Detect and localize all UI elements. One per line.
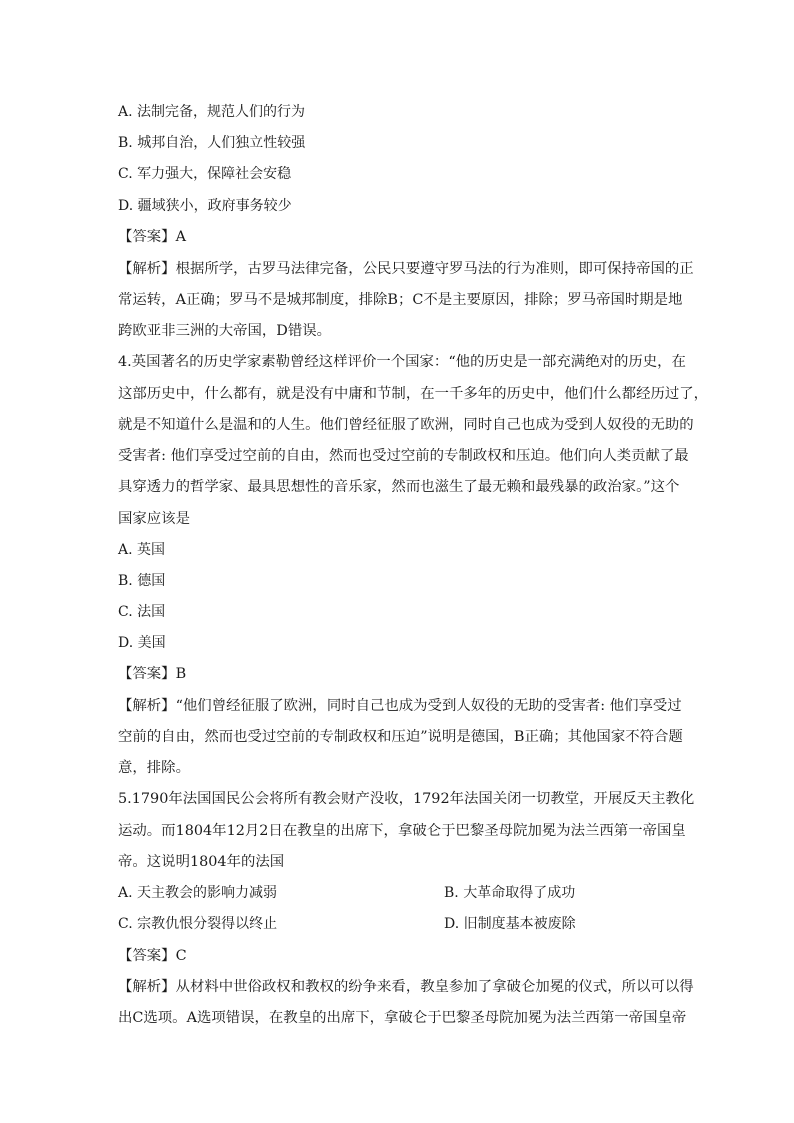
q3-answer: 【答案】A [118,229,186,245]
q4-stem-line: 具穿透力的哲学家、最具思想性的音乐家，然而也滋生了最无赖和最残暴的政治家。”这个 [118,479,680,495]
q4-answer: 【答案】B [118,666,187,682]
q4-stem-line: 就是不知道什么是温和的人生。他们曾经征服了欧洲，同时自己也成为受到人奴役的无助的 [118,417,694,433]
q4-option-c: C. 法国 [118,604,166,620]
q4-stem-line: 这部历史中，什么都有，就是没有中庸和节制，在一千多年的历史中，他们什么都经历过了， [118,386,709,402]
q5-stem-line: 5.1790年法国国民公会将所有教会财产没收，1792年法国关闭一切教堂，开展反天主教化 [118,791,695,807]
q5-stem-line: 帝。这说明1804年的法国 [118,854,285,870]
q3-option-d: D. 疆域狭小，政府事务较少 [118,198,292,214]
q4-stem-line: 受害者: 他们享受过空前的自由，然而也受过空前的专制政权和压迫。他们向人类贡献了最 [118,448,689,464]
q5-option-a: A. 天主教会的影响力减弱 [118,885,278,901]
q3-analysis-line: 【解析】根据所学，古罗马法律完备，公民只要遵守罗马法的行为准则，即可保持帝国的正 [118,261,694,277]
q4-analysis-line: 空前的自由，然而也受过空前的专制政权和压迫”说明是德国，B正确；其他国家不符合题 [118,729,683,745]
q4-option-d: D. 美国 [118,635,166,651]
q3-analysis-line: 跨欧亚非三洲的大帝国，D错误。 [118,323,332,339]
q4-analysis-line: 【解析】“他们曾经征服了欧洲，同时自己也成为受到人奴役的无助的受害者: 他们享受过 [118,698,682,714]
q3-analysis-line: 常运转，A正确；罗马不是城邦制度，排除B；C不是主要原因，排除；罗马帝国时期是地 [118,292,683,308]
q5-option-c: C. 宗教仇恨分裂得以终止 [118,916,278,932]
q5-stem-line: 运动。而1804年12月2日在教皇的出席下，拿破仑于巴黎圣母院加冕为法兰西第一帝国皇 [118,823,686,839]
q4-option-b: B. 德国 [118,573,166,589]
q3-option-c: C. 军力强大，保障社会安稳 [118,166,292,182]
q4-analysis-line: 意，排除。 [118,760,190,776]
q5-answer: 【答案】C [118,948,187,964]
q3-option-b: B. 城邦自治，人们独立性较强 [118,135,306,151]
q4-stem-line: 4.英国著名的历史学家素勒曾经这样评价一个国家：“他的历史是一部充满绝对的历史，在 [118,354,686,370]
q4-option-a: A. 英国 [118,542,166,558]
q5-analysis-line: 出C选项。A选项错误，在教皇的出席下，拿破仑于巴黎圣母院加冕为法兰西第一帝国皇帝 [118,1010,687,1026]
q5-option-b: B. 大革命取得了成功 [444,885,576,901]
q5-analysis-line: 【解析】从材料中世俗政权和教权的纷争来看，教皇参加了拿破仑加冕的仪式，所以可以得 [118,979,694,995]
q5-option-d: D. 旧制度基本被废除 [444,916,576,932]
q3-option-a: A. 法制完备，规范人们的行为 [118,104,306,120]
q4-stem-line: 国家应该是 [118,511,190,527]
